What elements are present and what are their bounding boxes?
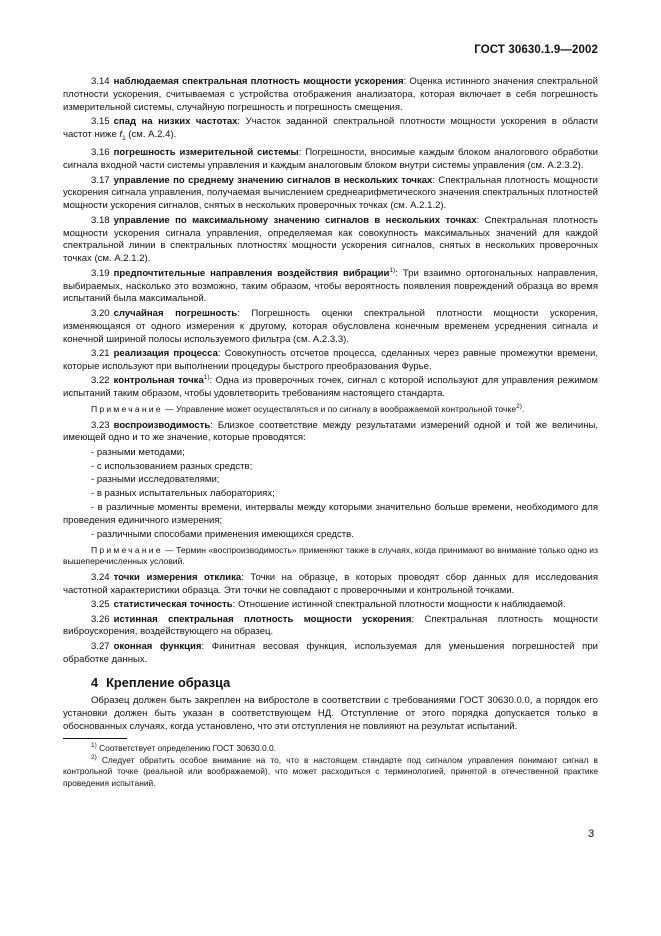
definition-3-27: 3.27 оконная функция: Финитная весовая функция, используемая для уменьшения погрешностей при обработке данных. <box>63 640 598 665</box>
term: контрольная точка <box>113 375 204 387</box>
page-number: 3 <box>588 828 595 840</box>
note-label: Примечание <box>91 544 163 555</box>
document-header: ГОСТ 30630.1.9—2002 <box>474 44 598 56</box>
footnote-ref[interactable]: 1) <box>389 266 396 274</box>
symbol: f <box>119 128 123 140</box>
definition-3-25: 3.25 статистическая точность: Отношение истинной спектральной плотности мощности к наблюдаемой. <box>91 599 566 611</box>
term: предпочтительные направления воздействия вибрации <box>113 267 390 279</box>
footnote-divider <box>63 738 127 739</box>
footnote: $^{1)}$ Соответствует определению ГОСТ 30630.0.0. <box>91 742 276 753</box>
footnote: $^{2)}$ Следует обратить особое внимание на то, что в настоящем стандарте под сигналом управления понимают сигнал в контрольной точке (реальной или воображаемой), что может расходиться с терминологией, принятой в отечественной практике проведения испытаний. <box>63 754 598 788</box>
definition-3-19: 3.19 предпочтительные направления воздействия вибрации$^{1)}$: Три взаимно ортогональных направления, выбираемых, насколько это возможно, таким образом, чтобы вероятность появления повреждений образца во время испытаний была максимальной. <box>63 266 599 305</box>
term: спад на низких частотах <box>113 116 238 128</box>
footnote-ref[interactable]: 1) <box>203 374 210 382</box>
list-item: - разными методами; <box>91 446 185 458</box>
term: точки измерения отклика <box>113 571 242 583</box>
document-body <box>63 76 598 790</box>
list-item: - различными способами применения имеющихся средств. <box>91 528 354 540</box>
term: статистическая точность <box>113 599 233 611</box>
note: Примечание — Управление может осуществляться и по сигналу в воображаемой контрольной точке$^{2)}$. <box>91 403 525 414</box>
term: воспроизводимость <box>113 419 211 431</box>
note: Примечание — Термин «воспроизводимость» применяют также в случаях, когда принимают во внимание только одно из вышеперечисленных условий. <box>63 544 598 567</box>
list-item: - в разных испытательных лабораториях; <box>91 488 275 500</box>
definition-3-18: 3.18 управление по максимальному значению сигналов в нескольких точках: Спектральная плотность мощности ускорения сигнала управления, определяемая как совокупность максимальных значений для каждой спектральной линии в спектральных плотностях мощности ускорения сигналов, снятых в нескольких проверочных точках (см. А.2.1.2). <box>63 214 598 265</box>
list-item: - с использованием разных средств; <box>91 460 253 472</box>
term: наблюдаемая спектральная плотность мощности ускорения <box>113 76 404 87</box>
section-paragraph: Образец должен быть закреплен на вибростоле в соответствии с требованиями ГОСТ 30630.0.0, а порядок его установки должен быть указан в соответствующем НД. Отступление от этого порядка допускается только в обоснованных случаях, когда установлено, что эти отступления не повлияют на результат испытаний. <box>63 695 598 733</box>
definition-3-15: 3.15 спад на низких частотах: Участок заданной спектральной плотности мощности ускорения в области частот ниже $f_1$ (см. А.2.4). <box>63 116 598 142</box>
term: управление по максимальному значению сигналов в нескольких точках <box>113 214 477 226</box>
term: погрешность измерительной системы <box>113 147 299 159</box>
definition-3-16: 3.16 погрешность измерительной системы: Погрешности, вносимые каждым блоком аналогового обработки сигнала входной части системы управления и каждым аналоговым блоком внутри системы управления (см. А.2.3.2). <box>63 147 598 172</box>
term: оконная функция <box>113 640 202 652</box>
term: управление по среднему значению сигналов в нескольких точках <box>113 174 433 186</box>
definition-3-23: 3.23 воспроизводимость: Близкое соответствие между результатами измерений одной и той же величины, имеющей одно и то же значение, которые проводятся: <box>63 419 598 444</box>
section-heading: 4 Крепление образца <box>91 674 231 690</box>
list-item: - в различные моменты времени, интервалы между которыми значительно больше времени, необходимого для проведения единичного измерения; <box>63 502 598 526</box>
term: истинная спектральная плотность мощности ускорения <box>113 613 412 625</box>
definition-3-26: 3.26 истинная спектральная плотность мощности ускорения: Спектральная плотность мощности виброускорения, воздействующего на образец. <box>63 613 599 638</box>
term: случайная погрешность <box>113 307 238 319</box>
definition-3-24: 3.24 точки измерения отклика: Точки на образце, в которых проводят сбор данных для исследования частотной характеристики образца. Эти точки не совпадают с проверочными и контрольной точками. <box>63 571 598 596</box>
definition-3-22: 3.22 контрольная точка$^{1)}$: Одна из проверочных точек, сигнал с которой используют для управления режимом испытаний таким образом, чтобы удовлетворить требованиям настоящего стандарта. <box>63 374 598 400</box>
term: реализация процесса <box>113 347 218 359</box>
definition-3-21: 3.21 реализация процесса: Совокупность отсчетов процесса, сделанных через равные промежутки времени, которые используют при выполнении процедуры быстрого преобразования Фурье. <box>63 347 598 372</box>
definition-3-20: 3.20 случайная погрешность: Погрешность оценки спектральной плотности мощности ускорения, изменяющаяся от одного измерения к другому, которая обусловлена конечным временем усреднения сигнала и конечной шириной полосы используемого фильтра (см. А.2.3.3). <box>63 307 599 345</box>
definition-3-14: 3.14 наблюдаемая спектральная плотность мощности ускорения: Оценка истинного значения спектральной плотности ускорения, считываемая с устройства отображения анализатора, которая включает в себя погрешность измерительной системы, случайную погрешность и погрешность смещения. <box>63 76 598 113</box>
footnote-ref[interactable]: 2) <box>516 403 522 411</box>
note-label: Примечание <box>91 403 163 414</box>
definition-3-17: 3.17 управление по среднему значению сигналов в нескольких точках: Спектральная плотность мощности ускорения сигнала управления, получаемая вычислением среднеарифметического значения спектральных плотностей мощности ускорения сигналов, снятых в нескольких проверочных точках (см. А.2.1.2). <box>63 174 598 212</box>
list-item: - разными исследователями; <box>91 474 220 486</box>
